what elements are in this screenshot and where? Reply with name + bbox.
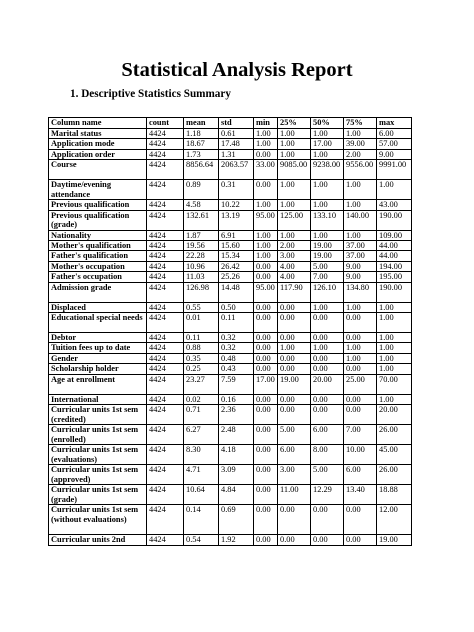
value-cell: 0.00 [311,535,344,545]
value-cell: 0.01 [184,313,219,333]
value-cell: 4424 [147,465,184,485]
value-cell: 0.00 [344,364,377,374]
value-cell: 0.16 [219,394,254,404]
table-row [49,272,412,282]
table-row [49,149,412,159]
row-name-cell: Father's occupation [49,272,147,282]
value-cell: 0.00 [278,505,311,535]
column-header: max [377,118,412,129]
value-cell: 0.89 [184,180,219,200]
value-cell: 4424 [147,394,184,404]
value-cell: 5.00 [278,425,311,445]
value-cell: 18.67 [184,139,219,149]
table-row [49,374,412,394]
value-cell: 4424 [147,313,184,333]
value-cell: 9085.00 [278,160,311,180]
value-cell: 0.00 [254,535,278,545]
value-cell: 4424 [147,251,184,261]
value-cell: 0.00 [278,364,311,374]
value-cell: 25.26 [219,272,254,282]
value-cell: 0.00 [311,405,344,425]
value-cell: 44.00 [377,251,412,261]
value-cell: 1.00 [344,200,377,210]
value-cell: 0.32 [219,333,254,343]
value-cell: 11.00 [278,485,311,505]
row-name-cell: Mother's occupation [49,261,147,271]
row-name-cell: Debtor [49,333,147,343]
value-cell: 95.00 [254,210,278,230]
value-cell: 1.00 [311,343,344,353]
value-cell: 8.30 [184,445,219,465]
value-cell: 7.00 [344,425,377,445]
value-cell: 0.00 [278,333,311,343]
value-cell: 12.29 [311,485,344,505]
value-cell: 140.00 [344,210,377,230]
value-cell: 95.00 [254,282,278,302]
value-cell: 0.50 [219,302,254,312]
value-cell: 1.00 [344,353,377,363]
value-cell: 4424 [147,374,184,394]
row-name-cell: Scholarship holder [49,364,147,374]
row-name-cell: Application mode [49,139,147,149]
row-name-cell: Educational special needs [49,313,147,333]
table-row [49,282,412,302]
value-cell: 10.64 [184,485,219,505]
value-cell: 6.91 [219,230,254,240]
value-cell: 39.00 [344,139,377,149]
value-cell: 1.00 [278,139,311,149]
table-row [49,180,412,200]
value-cell: 9.00 [377,149,412,159]
value-cell: 1.00 [254,241,278,251]
value-cell: 0.00 [254,505,278,535]
value-cell: 0.00 [278,353,311,363]
value-cell: 33.00 [254,160,278,180]
value-cell: 4424 [147,445,184,465]
value-cell: 0.25 [184,364,219,374]
value-cell: 7.00 [311,272,344,282]
value-cell: 3.00 [278,465,311,485]
value-cell: 6.00 [278,445,311,465]
value-cell: 43.00 [377,200,412,210]
table-row [49,333,412,343]
value-cell: 0.31 [219,180,254,200]
value-cell: 0.00 [254,425,278,445]
value-cell: 190.00 [377,282,412,302]
value-cell: 125.00 [278,210,311,230]
value-cell: 10.00 [344,445,377,465]
value-cell: 4424 [147,210,184,230]
value-cell: 126.98 [184,282,219,302]
value-cell: 0.00 [254,465,278,485]
value-cell: 5.00 [311,465,344,485]
value-cell: 19.00 [311,251,344,261]
table-row [49,241,412,251]
value-cell: 0.00 [311,333,344,343]
value-cell: 1.00 [254,251,278,261]
value-cell: 1.00 [254,200,278,210]
value-cell: 1.00 [344,129,377,139]
value-cell: 0.00 [344,313,377,333]
value-cell: 0.00 [311,505,344,535]
value-cell: 0.00 [311,364,344,374]
value-cell: 4424 [147,364,184,374]
row-name-cell: Displaced [49,302,147,312]
value-cell: 0.00 [254,313,278,333]
value-cell: 2.00 [278,241,311,251]
table-row [49,251,412,261]
row-name-cell: Curricular units 1st sem (credited) [49,405,147,425]
value-cell: 10.96 [184,261,219,271]
value-cell: 0.00 [311,313,344,333]
value-cell: 0.00 [254,302,278,312]
value-cell: 194.00 [377,261,412,271]
row-name-cell: Gender [49,353,147,363]
value-cell: 0.61 [219,129,254,139]
value-cell: 0.00 [254,353,278,363]
value-cell: 0.11 [184,333,219,343]
value-cell: 45.00 [377,445,412,465]
value-cell: 4424 [147,333,184,343]
table-row [49,465,412,485]
value-cell: 1.00 [377,353,412,363]
value-cell: 4424 [147,505,184,535]
row-name-cell: Curricular units 1st sem (evaluations) [49,445,147,465]
value-cell: 9.00 [344,261,377,271]
value-cell: 22.28 [184,251,219,261]
column-header: Column name [49,118,147,129]
value-cell: 17.48 [219,139,254,149]
value-cell: 25.00 [344,374,377,394]
value-cell: 0.00 [344,333,377,343]
value-cell: 1.00 [344,180,377,200]
value-cell: 0.00 [344,394,377,404]
value-cell: 9.00 [344,272,377,282]
value-cell: 0.00 [254,364,278,374]
value-cell: 4.00 [278,272,311,282]
value-cell: 4424 [147,282,184,302]
value-cell: 12.00 [377,505,412,535]
table-row [49,425,412,445]
value-cell: 1.00 [311,230,344,240]
value-cell: 0.11 [219,313,254,333]
value-cell: 20.00 [311,374,344,394]
value-cell: 5.00 [311,261,344,271]
value-cell: 4424 [147,149,184,159]
value-cell: 126.10 [311,282,344,302]
value-cell: 6.00 [344,465,377,485]
value-cell: 4424 [147,485,184,505]
value-cell: 23.27 [184,374,219,394]
value-cell: 4424 [147,343,184,353]
value-cell: 109.00 [377,230,412,240]
value-cell: 134.80 [344,282,377,302]
table-row [49,313,412,333]
value-cell: 0.00 [254,343,278,353]
value-cell: 1.31 [219,149,254,159]
value-cell: 3.09 [219,465,254,485]
value-cell: 4424 [147,160,184,180]
value-cell: 1.18 [184,129,219,139]
table-row [49,445,412,465]
value-cell: 9238.00 [311,160,344,180]
value-cell: 0.00 [254,261,278,271]
value-cell: 4424 [147,129,184,139]
value-cell: 2.36 [219,405,254,425]
value-cell: 1.00 [278,149,311,159]
value-cell: 1.00 [278,230,311,240]
header-row [49,118,412,129]
row-name-cell: Tuition fees up to date [49,343,147,353]
value-cell: 0.00 [311,353,344,363]
value-cell: 26.00 [377,425,412,445]
value-cell: 4424 [147,405,184,425]
value-cell: 1.00 [311,200,344,210]
value-cell: 19.00 [311,241,344,251]
row-name-cell: Curricular units 1st sem (enrolled) [49,425,147,445]
value-cell: 1.00 [254,230,278,240]
value-cell: 1.00 [344,302,377,312]
row-name-cell: Curricular units 2nd [49,535,147,545]
table-row [49,160,412,180]
row-name-cell: Curricular units 1st sem (grade) [49,485,147,505]
value-cell: 1.00 [377,364,412,374]
value-cell: 117.90 [278,282,311,302]
table-row [49,129,412,139]
table-row [49,210,412,230]
value-cell: 0.55 [184,302,219,312]
value-cell: 8.00 [311,445,344,465]
page-title: Statistical Analysis Report [121,59,353,81]
value-cell: 4424 [147,230,184,240]
value-cell: 3.00 [278,251,311,261]
value-cell: 37.00 [344,241,377,251]
value-cell: 7.59 [219,374,254,394]
value-cell: 1.00 [377,343,412,353]
value-cell: 0.00 [254,149,278,159]
value-cell: 0.00 [344,505,377,535]
value-cell: 0.00 [278,313,311,333]
value-cell: 4.58 [184,200,219,210]
value-cell: 132.61 [184,210,219,230]
value-cell: 0.00 [278,405,311,425]
value-cell: 0.14 [184,505,219,535]
value-cell: 0.00 [254,180,278,200]
value-cell: 0.54 [184,535,219,545]
value-cell: 1.00 [278,200,311,210]
value-cell: 0.43 [219,364,254,374]
column-header: 75% [344,118,377,129]
value-cell: 1.00 [377,394,412,404]
value-cell: 1.00 [311,149,344,159]
value-cell: 195.00 [377,272,412,282]
value-cell: 44.00 [377,241,412,251]
value-cell: 1.00 [344,343,377,353]
value-cell: 8856.64 [184,160,219,180]
value-cell: 17.00 [254,374,278,394]
section-heading: 1. Descriptive Statistics Summary [70,88,231,100]
value-cell: 1.00 [377,180,412,200]
value-cell: 9991.00 [377,160,412,180]
row-name-cell: Curricular units 1st sem (approved) [49,465,147,485]
value-cell: 6.27 [184,425,219,445]
value-cell: 1.87 [184,230,219,240]
value-cell: 1.00 [311,302,344,312]
value-cell: 4424 [147,241,184,251]
value-cell: 0.00 [254,405,278,425]
row-name-cell: Admission grade [49,282,147,302]
row-name-cell: Previous qualification [49,200,147,210]
value-cell: 4424 [147,535,184,545]
value-cell: 0.00 [254,272,278,282]
table-row [49,343,412,353]
value-cell: 1.00 [311,129,344,139]
value-cell: 70.00 [377,374,412,394]
table-row [49,535,412,545]
value-cell: 20.00 [377,405,412,425]
column-header: min [254,118,278,129]
value-cell: 1.00 [377,313,412,333]
value-cell: 10.22 [219,200,254,210]
value-cell: 0.71 [184,405,219,425]
value-cell: 1.00 [377,333,412,343]
value-cell: 1.00 [278,180,311,200]
table-row [49,394,412,404]
value-cell: 4424 [147,425,184,445]
value-cell: 1.00 [377,302,412,312]
value-cell: 1.00 [311,180,344,200]
value-cell: 4424 [147,200,184,210]
row-name-cell: Previous qualification (grade) [49,210,147,230]
row-name-cell: Course [49,160,147,180]
value-cell: 2.00 [344,149,377,159]
value-cell: 0.00 [254,485,278,505]
value-cell: 4424 [147,261,184,271]
value-cell: 11.03 [184,272,219,282]
row-name-cell: Father's qualification [49,251,147,261]
value-cell: 18.88 [377,485,412,505]
table-row [49,353,412,363]
value-cell: 0.69 [219,505,254,535]
value-cell: 1.00 [344,230,377,240]
value-cell: 6.00 [311,425,344,445]
value-cell: 4424 [147,139,184,149]
column-header: 50% [311,118,344,129]
table-row [49,485,412,505]
value-cell: 0.35 [184,353,219,363]
value-cell: 0.48 [219,353,254,363]
table-row [49,405,412,425]
value-cell: 19.00 [278,374,311,394]
table-row [49,505,412,535]
value-cell: 13.40 [344,485,377,505]
value-cell: 26.42 [219,261,254,271]
value-cell: 0.00 [278,302,311,312]
value-cell: 4.00 [278,261,311,271]
value-cell: 13.19 [219,210,254,230]
value-cell: 1.73 [184,149,219,159]
value-cell: 0.00 [278,394,311,404]
value-cell: 190.00 [377,210,412,230]
column-header: 25% [278,118,311,129]
row-name-cell: Age at enrollment [49,374,147,394]
value-cell: 1.00 [254,129,278,139]
table-row [49,364,412,374]
table-row [49,200,412,210]
value-cell: 4424 [147,353,184,363]
value-cell: 9556.00 [344,160,377,180]
value-cell: 0.88 [184,343,219,353]
value-cell: 133.10 [311,210,344,230]
value-cell: 19.56 [184,241,219,251]
value-cell: 4424 [147,272,184,282]
value-cell: 2063.57 [219,160,254,180]
row-name-cell: Curricular units 1st sem (without evaluations) [49,505,147,535]
value-cell: 0.00 [254,333,278,343]
value-cell: 2.48 [219,425,254,445]
value-cell: 1.92 [219,535,254,545]
value-cell: 15.34 [219,251,254,261]
value-cell: 6.00 [377,129,412,139]
row-name-cell: Nationality [49,230,147,240]
table-row [49,230,412,240]
value-cell: 0.00 [278,535,311,545]
value-cell: 15.60 [219,241,254,251]
value-cell: 4.84 [219,485,254,505]
value-cell: 4424 [147,302,184,312]
row-name-cell: Application order [49,149,147,159]
column-header: mean [184,118,219,129]
table-row [49,302,412,312]
value-cell: 4.18 [219,445,254,465]
value-cell: 1.00 [278,343,311,353]
column-header: std [219,118,254,129]
table-body [49,129,412,546]
row-name-cell: Daytime/evening attendance [49,180,147,200]
value-cell: 57.00 [377,139,412,149]
value-cell: 0.00 [254,445,278,465]
value-cell: 4.71 [184,465,219,485]
value-cell: 14.48 [219,282,254,302]
value-cell: 37.00 [344,251,377,261]
value-cell: 0.00 [311,394,344,404]
column-header: count [147,118,184,129]
row-name-cell: International [49,394,147,404]
value-cell: 17.00 [311,139,344,149]
row-name-cell: Mother's qualification [49,241,147,251]
value-cell: 0.02 [184,394,219,404]
value-cell: 1.00 [278,129,311,139]
row-name-cell: Marital status [49,129,147,139]
value-cell: 0.00 [254,394,278,404]
value-cell: 1.00 [254,139,278,149]
value-cell: 0.00 [344,535,377,545]
table-row [49,139,412,149]
descriptive-statistics-table [48,117,412,546]
value-cell: 0.32 [219,343,254,353]
value-cell: 4424 [147,180,184,200]
value-cell: 19.00 [377,535,412,545]
value-cell: 26.00 [377,465,412,485]
value-cell: 0.00 [344,405,377,425]
table-row [49,261,412,271]
